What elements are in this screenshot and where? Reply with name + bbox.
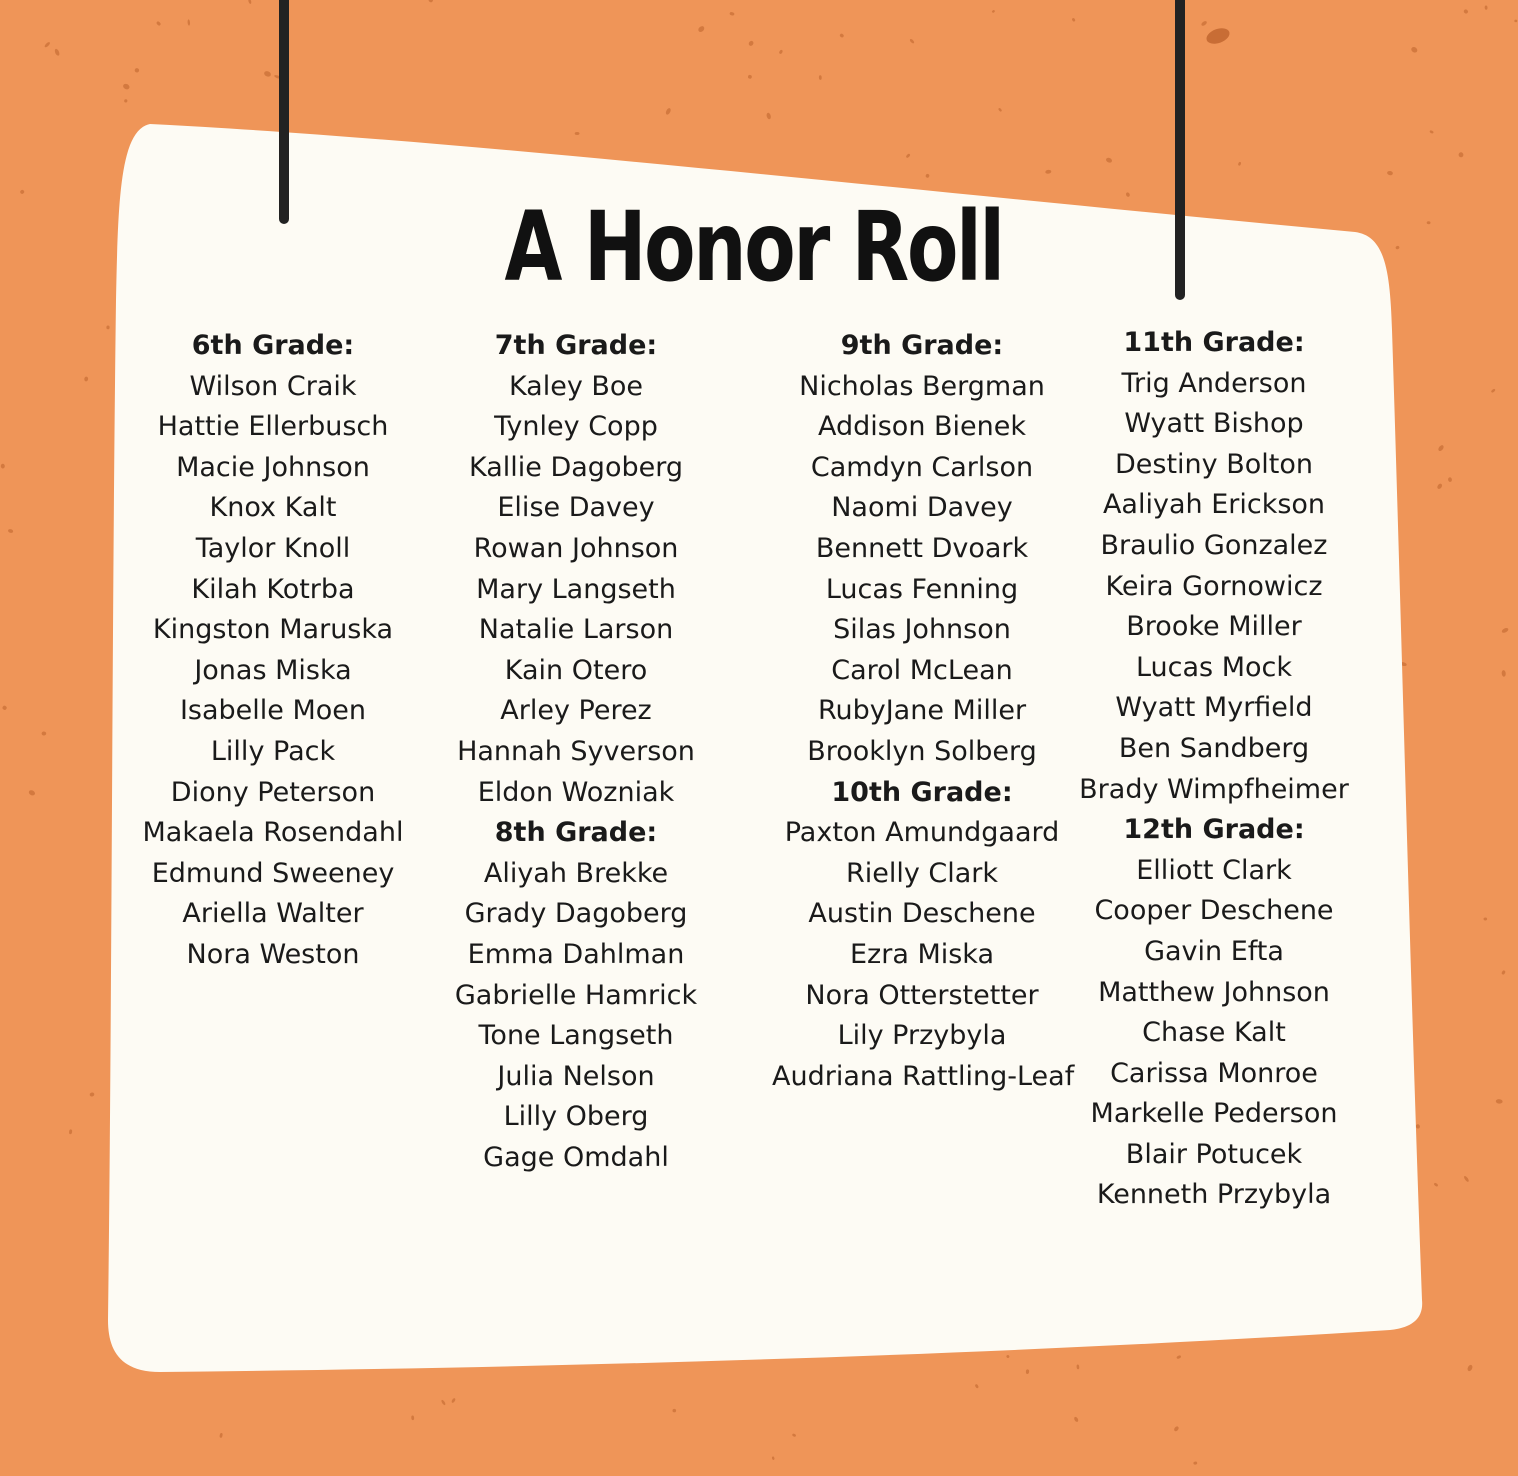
student-name: Carol McLean bbox=[831, 654, 1013, 686]
grade-heading: 11th Grade: bbox=[1123, 327, 1305, 358]
student-name: Arley Perez bbox=[500, 695, 652, 727]
student-name: Hannah Syverson bbox=[457, 735, 695, 767]
student-name: Braulio Gonzalez bbox=[1100, 529, 1328, 561]
student-name: Wilson Craik bbox=[189, 370, 357, 402]
student-name: Keira Gornowicz bbox=[1105, 570, 1323, 602]
student-name: Grady Dagoberg bbox=[464, 898, 688, 930]
student-name: Ariella Walter bbox=[182, 898, 364, 930]
student-name: Nora Otterstetter bbox=[805, 979, 1039, 1011]
student-name: Aaliyah Erickson bbox=[1102, 489, 1326, 521]
student-name: Addison Bienek bbox=[817, 411, 1027, 443]
student-name: Edmund Sweeney bbox=[151, 857, 395, 889]
student-name: Eldon Wozniak bbox=[477, 776, 675, 808]
student-name: Brady Wimpfheimer bbox=[1079, 773, 1349, 805]
column-grades-7-8 bbox=[426, 326, 726, 1178]
student-name: Ezra Miska bbox=[849, 938, 995, 970]
student-name: Gage Omdahl bbox=[483, 1141, 669, 1173]
column-grades-11-12 bbox=[1064, 323, 1364, 1216]
student-name: Hattie Ellerbusch bbox=[157, 411, 389, 443]
student-name: Kingston Maruska bbox=[152, 614, 394, 646]
student-name: Silas Johnson bbox=[833, 614, 1011, 646]
student-name: Tone Langseth bbox=[478, 1020, 674, 1052]
student-name: Lilly Pack bbox=[210, 735, 336, 767]
student-name: Paxton Amundgaard bbox=[784, 817, 1060, 849]
student-name: Nicholas Bergman bbox=[799, 370, 1045, 402]
student-name: Knox Kalt bbox=[209, 492, 337, 524]
student-name: Lucas Fenning bbox=[825, 573, 1019, 605]
student-name: Brooke Miller bbox=[1126, 611, 1302, 643]
student-name: Makaela Rosendahl bbox=[142, 817, 404, 849]
grade-heading: 12th Grade: bbox=[1123, 814, 1305, 846]
student-name: Naomi Davey bbox=[831, 492, 1013, 524]
student-name: Natalie Larson bbox=[478, 614, 674, 646]
student-name: Kain Otero bbox=[504, 654, 648, 686]
student-name: Wyatt Myrfield bbox=[1115, 692, 1313, 724]
student-name: Carissa Monroe bbox=[1110, 1057, 1318, 1089]
column-grades-6 bbox=[123, 326, 423, 976]
grade-heading: 6th Grade: bbox=[191, 330, 355, 361]
student-name: Kenneth Przybyla bbox=[1096, 1179, 1332, 1211]
student-name: Lily Przybyla bbox=[837, 1020, 1007, 1052]
student-name: Diony Peterson bbox=[170, 776, 376, 808]
student-name: Gavin Efta bbox=[1144, 935, 1284, 967]
hanging-string-left bbox=[279, 0, 289, 224]
student-name: Blair Potucek bbox=[1125, 1138, 1303, 1170]
student-name: Macie Johnson bbox=[176, 451, 370, 483]
student-name: Aliyah Brekke bbox=[483, 857, 669, 889]
student-name: Matthew Johnson bbox=[1098, 976, 1330, 1008]
student-name: Tynley Copp bbox=[494, 411, 658, 443]
student-name: Camdyn Carlson bbox=[810, 451, 1034, 483]
page-title: A Honor Roll bbox=[504, 191, 1003, 303]
student-name: Julia Nelson bbox=[497, 1060, 655, 1092]
student-name: Wyatt Bishop bbox=[1124, 408, 1304, 440]
grade-heading: 10th Grade: bbox=[831, 776, 1013, 808]
student-name: Gabrielle Hamrick bbox=[454, 979, 698, 1011]
student-name: Cooper Deschene bbox=[1094, 895, 1334, 927]
student-name: Ben Sandberg bbox=[1118, 732, 1310, 764]
student-name: Lucas Mock bbox=[1135, 651, 1292, 683]
student-name: Markelle Pederson bbox=[1090, 1098, 1338, 1130]
grade-heading: 8th Grade: bbox=[494, 817, 658, 849]
student-name: Kaley Boe bbox=[508, 370, 644, 402]
student-name: Brooklyn Solberg bbox=[807, 735, 1037, 767]
student-name: Emma Dahlman bbox=[467, 938, 685, 970]
student-name: Isabelle Moen bbox=[179, 695, 367, 727]
student-name: Bennett Dvoark bbox=[815, 532, 1029, 564]
student-name: Elliott Clark bbox=[1136, 854, 1292, 886]
student-name: Nora Weston bbox=[186, 938, 360, 970]
grade-heading: 7th Grade: bbox=[494, 330, 658, 361]
student-name: Taylor Knoll bbox=[195, 532, 351, 564]
student-name: Elise Davey bbox=[497, 492, 655, 524]
student-name: RubyJane Miller bbox=[817, 695, 1027, 727]
student-name: Trig Anderson bbox=[1121, 367, 1307, 399]
student-name: Jonas Miska bbox=[194, 654, 352, 686]
student-name: Rielly Clark bbox=[845, 857, 999, 889]
student-name: Destiny Bolton bbox=[1115, 448, 1313, 480]
student-name: Mary Langseth bbox=[476, 573, 676, 605]
student-name: Lilly Oberg bbox=[503, 1101, 649, 1133]
student-name: Austin Deschene bbox=[808, 898, 1036, 930]
student-name: Kilah Kotrba bbox=[191, 573, 355, 605]
student-name: Audriana Rattling-Leaf bbox=[772, 1060, 1075, 1092]
student-name: Kallie Dagoberg bbox=[469, 451, 683, 483]
column-grades-9-10 bbox=[772, 326, 1075, 1097]
grade-heading: 9th Grade: bbox=[840, 330, 1004, 361]
student-name: Chase Kalt bbox=[1142, 1017, 1286, 1049]
student-name: Rowan Johnson bbox=[473, 532, 679, 564]
